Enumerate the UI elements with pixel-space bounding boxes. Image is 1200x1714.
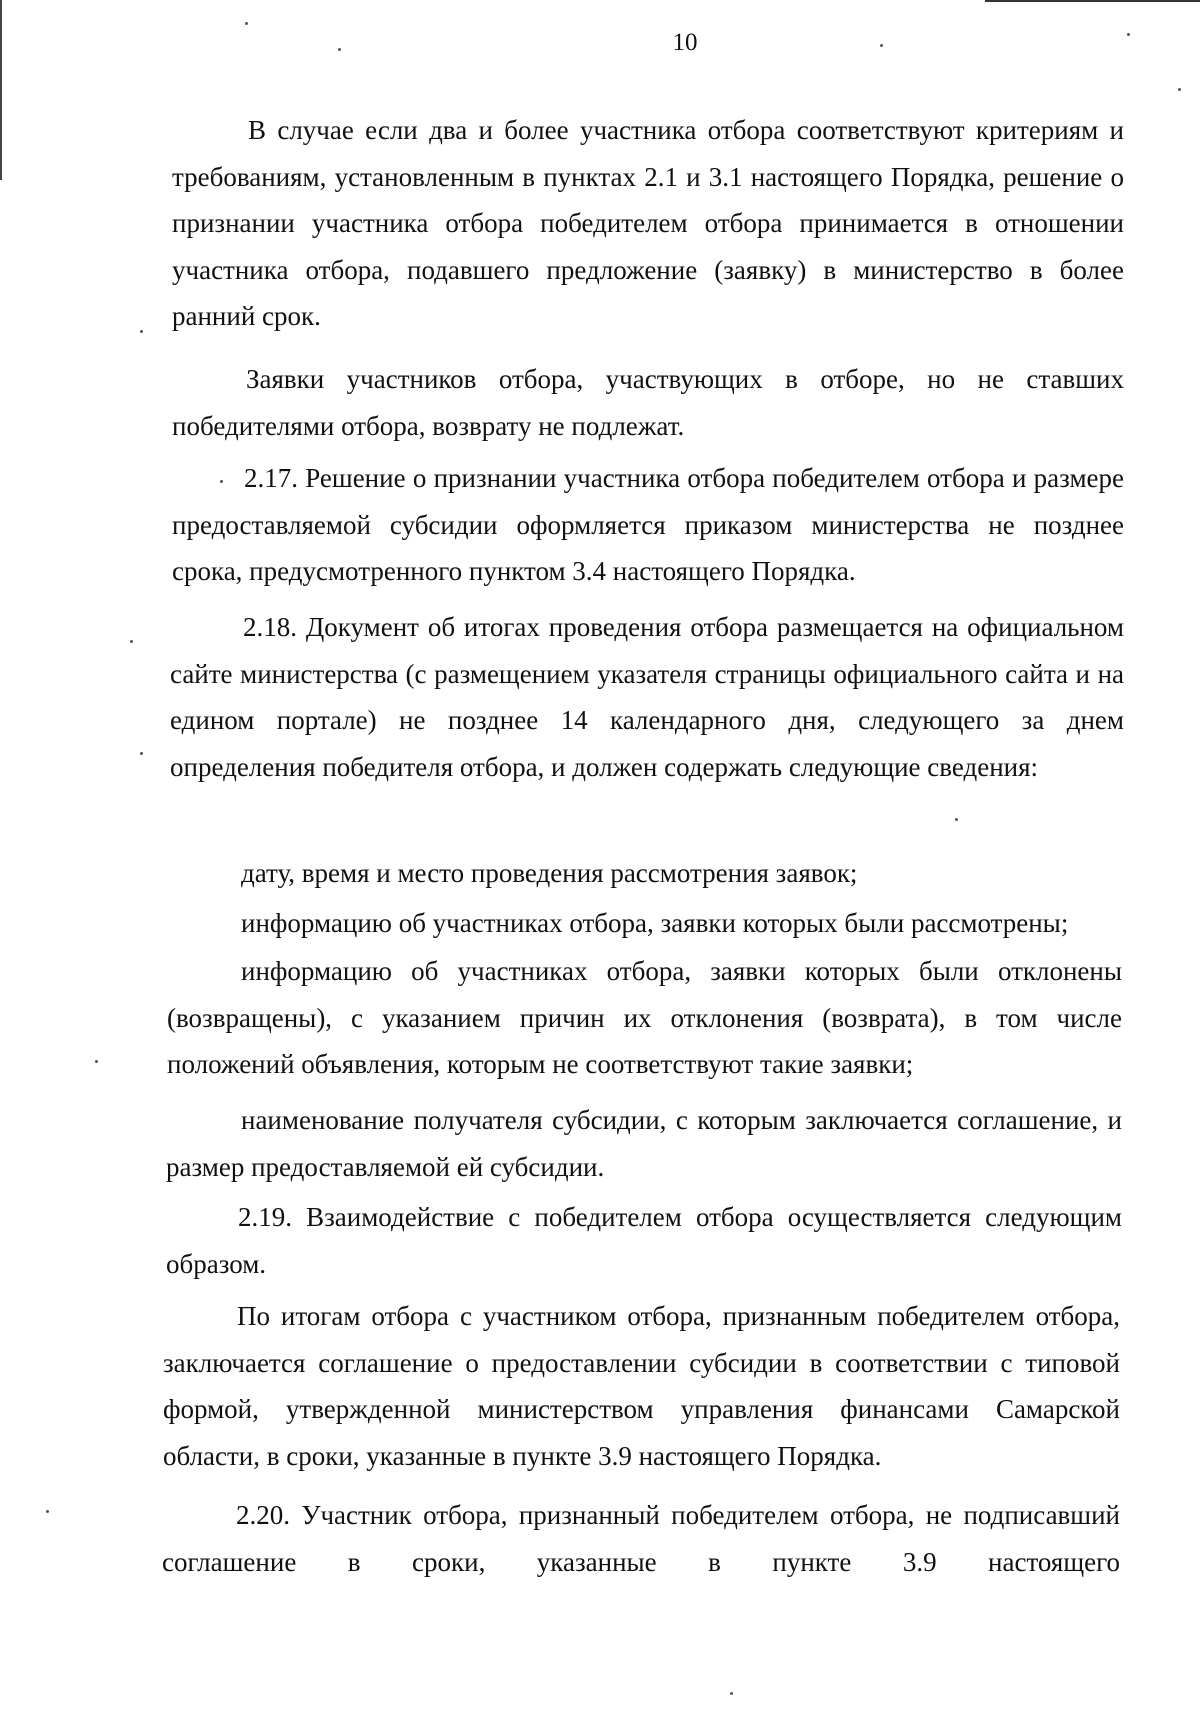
scan-speck xyxy=(955,818,958,821)
scan-speck xyxy=(140,330,143,333)
scan-speck xyxy=(130,640,133,643)
paragraph-tie-rule: В случае если два и более участника отбора соответствуют критериям и требованиям, установленным в пунктах 2.1 и 3.1 настоящего Порядка, решение о признании участника отбора победителем отбора принимается в отношении участника отбора, подавшего предложение (заявку) в министерство в более ранний срок. xyxy=(172,115,1124,331)
paragraph-2-18: 2.18. Документ об итогах проведения отбора размещается на официальном сайте министерства (с размещением указателя страницы официального сайта и на едином портале) не позднее 14 календарного дня, следующего за днем определения победителя отбора, и должен содержать следующие сведения: xyxy=(170,612,1124,782)
paragraph-2-19: 2.19. Взаимодействие с победителем отбора осуществляется следующим образом. xyxy=(166,1202,1122,1279)
paragraph-list-item-reviewed: информацию об участниках отбора, заявки которых были рассмотрены; xyxy=(241,908,1069,938)
scan-speck xyxy=(245,22,248,25)
paragraph-list-item-date: дату, время и место проведения рассмотрения заявок; xyxy=(241,858,858,888)
paragraph-list-item-recipient: наименование получателя субсидии, с которым заключается соглашение, и размер предоставляемой ей субсидии. xyxy=(166,1105,1122,1182)
scan-speck xyxy=(95,1060,98,1063)
paragraph-agreement-conclusion: По итогам отбора с участником отбора, признанным победителем отбора, заключается соглашение о предоставлении субсидии в соответствии с типовой формой, утвержденной министерством управления финансами Самарской области, в сроки, указанные в пункте 3.9 настоящего Порядка. xyxy=(163,1301,1120,1471)
scan-edge-line xyxy=(985,0,1200,2)
paragraph-2-20: 2.20. Участник отбора, признанный победителем отбора, не подписавший соглашение в сроки, указанные в пункте 3.9 настоящего xyxy=(162,1500,1120,1577)
paragraph-2-17: 2.17. Решение о признании участника отбора победителем отбора и размере предоставляемой субсидии оформляется приказом министерства не позднее срока, предусмотренного пунктом 3.4 настоящего Порядка. xyxy=(172,463,1124,586)
scan-speck xyxy=(1178,88,1181,91)
scan-speck xyxy=(730,1692,733,1695)
page-number: 10 xyxy=(672,29,698,56)
paragraph-list-item-rejected: информацию об участниках отбора, заявки которых были отклонены (возвращены), с указанием причин их отклонения (возврата), в том числе положений объявления, которым не соответствуют такие заявки; xyxy=(167,956,1122,1079)
scan-speck xyxy=(46,1510,49,1513)
paragraph-applications-not-returned: Заявки участников отбора, участвующих в отборе, но не ставших победителями отбора, возврату не подлежат. xyxy=(172,364,1124,441)
scan-speck xyxy=(140,752,143,755)
scan-edge-line xyxy=(0,0,2,180)
